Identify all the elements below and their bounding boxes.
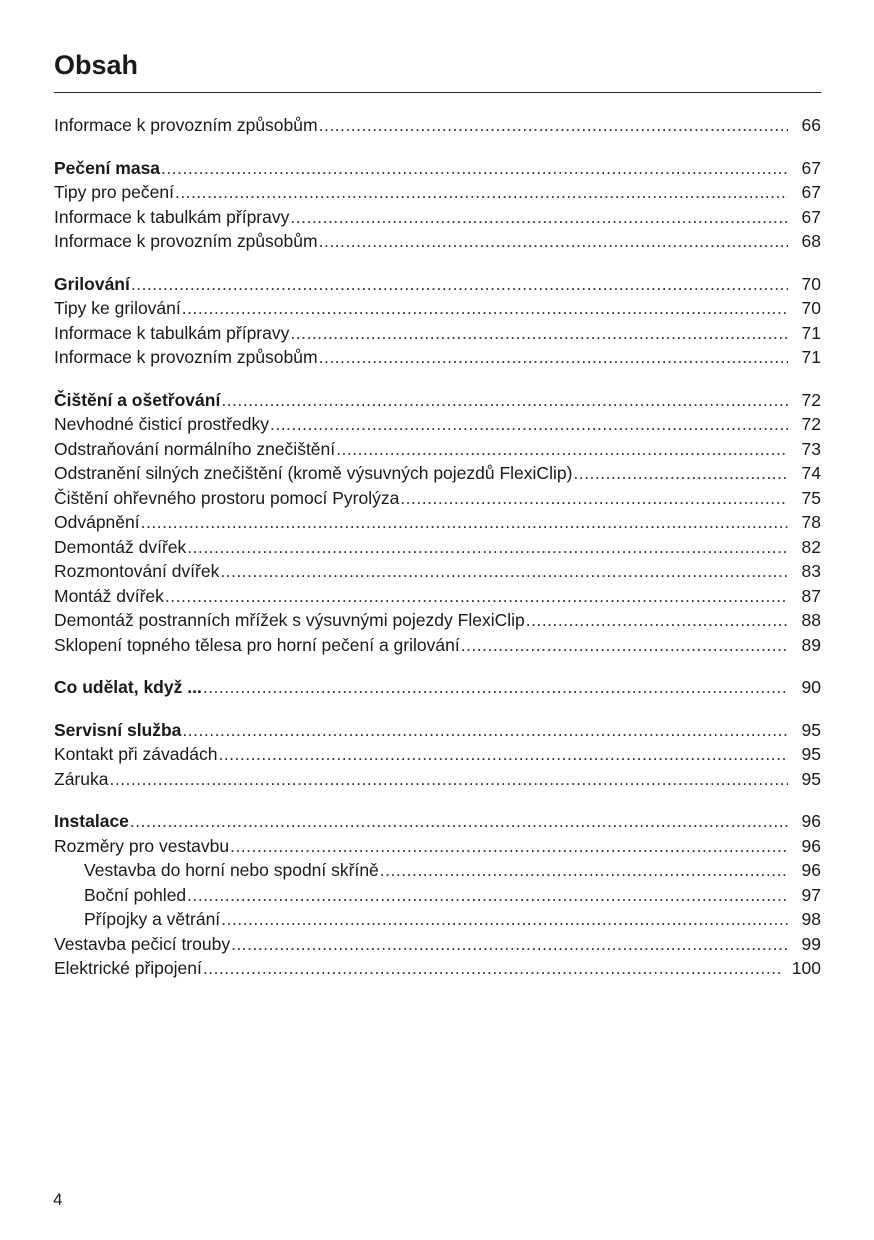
toc-entry-label: Informace k provozním způsobům xyxy=(54,347,318,367)
toc-subentry[interactable] xyxy=(54,858,821,883)
toc-entry[interactable] xyxy=(54,113,821,138)
toc-entry-label: Demontáž postranních mřížek s výsuvnými pojezdy FlexiClip xyxy=(54,610,525,630)
dot-leader xyxy=(109,767,788,792)
toc-page-number: 78 xyxy=(801,512,821,532)
toc-entry-label: Montáž dvířek xyxy=(54,585,164,606)
toc-section xyxy=(54,272,821,370)
toc-page-number: 70 xyxy=(801,298,821,318)
toc-entry[interactable] xyxy=(54,321,821,346)
toc-page-number: 96 xyxy=(801,811,821,831)
toc-section-heading[interactable] xyxy=(54,675,821,700)
toc-page-number: 70 xyxy=(801,273,821,294)
table-of-contents xyxy=(54,113,821,999)
toc-entry-label: Co udělat, když ... xyxy=(54,677,202,697)
toc-entry-label: Boční pohled xyxy=(84,884,187,905)
dot-leader xyxy=(175,180,788,205)
page-number: 4 xyxy=(53,1190,63,1209)
toc-entry[interactable] xyxy=(54,956,821,981)
toc-entry[interactable] xyxy=(54,486,821,511)
toc-page-number: 97 xyxy=(801,884,821,905)
toc-entry[interactable] xyxy=(54,345,821,370)
toc-page-number: 67 xyxy=(801,182,821,202)
toc-page-number: 99 xyxy=(801,933,821,954)
toc-page-number: 96 xyxy=(801,835,821,856)
dot-leader xyxy=(187,535,788,560)
dot-leader xyxy=(319,229,788,254)
toc-entry-label: Demontáž dvířek xyxy=(54,536,187,557)
dot-leader xyxy=(221,907,788,932)
toc-page-number: 96 xyxy=(801,860,821,880)
dot-leader xyxy=(230,834,788,859)
toc-page-number: 95 xyxy=(801,744,821,764)
toc-entry[interactable] xyxy=(54,229,821,254)
toc-entry-label: Rozmontování dvířek xyxy=(54,561,220,581)
toc-section-heading[interactable] xyxy=(54,272,821,297)
dot-leader xyxy=(218,742,788,767)
dot-leader xyxy=(290,321,788,346)
toc-section-heading[interactable] xyxy=(54,388,821,413)
toc-entry-label: Informace k tabulkám přípravy xyxy=(54,322,290,343)
toc-entry-label: Tipy pro pečení xyxy=(54,182,174,202)
toc-section xyxy=(54,156,821,254)
toc-entry-label: Přípojky a větrání xyxy=(84,909,221,929)
toc-entry[interactable] xyxy=(54,932,821,957)
toc-page-number: 83 xyxy=(801,561,821,581)
toc-page-number: 71 xyxy=(801,347,821,367)
toc-entry[interactable] xyxy=(54,510,821,535)
toc-entry-label: Elektrické připojení xyxy=(54,958,202,978)
toc-entry[interactable] xyxy=(54,767,821,792)
dot-leader xyxy=(130,809,788,834)
toc-page-number: 82 xyxy=(801,536,821,557)
toc-section-heading[interactable] xyxy=(54,809,821,834)
toc-entry[interactable] xyxy=(54,461,821,486)
toc-page-number: 72 xyxy=(801,414,821,434)
toc-subentry[interactable] xyxy=(54,907,821,932)
dot-leader xyxy=(526,608,788,633)
toc-page-number: 71 xyxy=(801,322,821,343)
toc-page-number: 88 xyxy=(801,610,821,630)
dot-leader xyxy=(131,272,788,297)
toc-page-number: 98 xyxy=(801,909,821,929)
toc-section xyxy=(54,675,821,700)
toc-subentry[interactable] xyxy=(54,883,821,908)
toc-entry[interactable] xyxy=(54,535,821,560)
dot-leader xyxy=(161,156,788,181)
toc-page-number: 95 xyxy=(801,719,821,740)
toc-entry[interactable] xyxy=(54,742,821,767)
toc-entry-label: Servisní služba xyxy=(54,719,182,740)
toc-entry[interactable] xyxy=(54,559,821,584)
toc-entry-label: Rozměry pro vestavbu xyxy=(54,835,230,856)
toc-entry-label: Instalace xyxy=(54,811,129,831)
toc-section-heading[interactable] xyxy=(54,718,821,743)
dot-leader xyxy=(187,883,788,908)
dot-leader xyxy=(270,412,788,437)
toc-section xyxy=(54,113,821,138)
dot-leader xyxy=(221,388,788,413)
toc-page-number: 67 xyxy=(801,206,821,227)
toc-entry[interactable] xyxy=(54,608,821,633)
toc-entry-label: Odstranění silných znečištění (kromě výsuvných pojezdů FlexiClip) xyxy=(54,463,573,483)
toc-entry-label: Informace k provozním způsobům xyxy=(54,115,318,135)
toc-page-number: 66 xyxy=(801,115,821,135)
toc-entry-label: Odstraňování normálního znečištění xyxy=(54,438,336,459)
dot-leader xyxy=(141,510,788,535)
toc-entry[interactable] xyxy=(54,180,821,205)
dot-leader xyxy=(400,486,788,511)
toc-entry-label: Informace k tabulkám přípravy xyxy=(54,206,290,227)
toc-entry-label: Grilování xyxy=(54,273,130,294)
toc-entry-label: Informace k provozním způsobům xyxy=(54,231,318,251)
toc-entry[interactable] xyxy=(54,584,821,609)
toc-entry-label: Čištění a ošetřování xyxy=(54,389,221,410)
dot-leader xyxy=(220,559,788,584)
toc-section xyxy=(54,809,821,981)
dot-leader xyxy=(203,675,788,700)
toc-entry[interactable] xyxy=(54,437,821,462)
toc-page-number: 89 xyxy=(801,634,821,655)
toc-page-number: 90 xyxy=(801,677,821,697)
toc-page-number: 75 xyxy=(801,487,821,508)
toc-section xyxy=(54,718,821,792)
dot-leader xyxy=(182,296,788,321)
toc-entry[interactable] xyxy=(54,205,821,230)
toc-page-number: 73 xyxy=(801,438,821,459)
title-divider xyxy=(54,92,821,93)
toc-entry[interactable] xyxy=(54,412,821,437)
dot-leader xyxy=(573,461,788,486)
toc-entry[interactable] xyxy=(54,633,821,658)
page-title: Obsah xyxy=(54,50,139,80)
toc-entry-label: Sklopení topného tělesa pro horní pečení a grilování xyxy=(54,634,460,655)
dot-leader xyxy=(461,633,788,658)
toc-entry-label: Nevhodné čisticí prostředky xyxy=(54,414,269,434)
dot-leader xyxy=(319,345,788,370)
toc-page-number: 87 xyxy=(801,585,821,606)
toc-page-number: 74 xyxy=(801,463,821,483)
dot-leader xyxy=(290,205,788,230)
toc-entry-label: Pečení masa xyxy=(54,157,161,178)
dot-leader xyxy=(319,113,788,138)
toc-page-number: 72 xyxy=(801,389,821,410)
dot-leader xyxy=(380,858,788,883)
toc-page-number: 67 xyxy=(801,157,821,178)
dot-leader xyxy=(203,956,783,981)
toc-entry-label: Tipy ke grilování xyxy=(54,298,181,318)
toc-entry[interactable] xyxy=(54,834,821,859)
toc-entry-label: Kontakt při závadách xyxy=(54,744,218,764)
dot-leader xyxy=(165,584,788,609)
dot-leader xyxy=(231,932,788,957)
toc-entry-label: Odvápnění xyxy=(54,512,140,532)
toc-section xyxy=(54,388,821,658)
toc-entry-label: Vestavba do horní nebo spodní skříně xyxy=(84,860,379,880)
toc-entry[interactable] xyxy=(54,296,821,321)
toc-page-number: 100 xyxy=(791,958,821,978)
dot-leader xyxy=(182,718,788,743)
toc-page-number: 95 xyxy=(801,768,821,789)
toc-entry-label: Záruka xyxy=(54,768,109,789)
toc-entry-label: Vestavba pečicí trouby xyxy=(54,933,231,954)
toc-entry-label: Čištění ohřevného prostoru pomocí Pyrolýza xyxy=(54,487,400,508)
toc-section-heading[interactable] xyxy=(54,156,821,181)
dot-leader xyxy=(336,437,788,462)
toc-page-number: 68 xyxy=(801,231,821,251)
